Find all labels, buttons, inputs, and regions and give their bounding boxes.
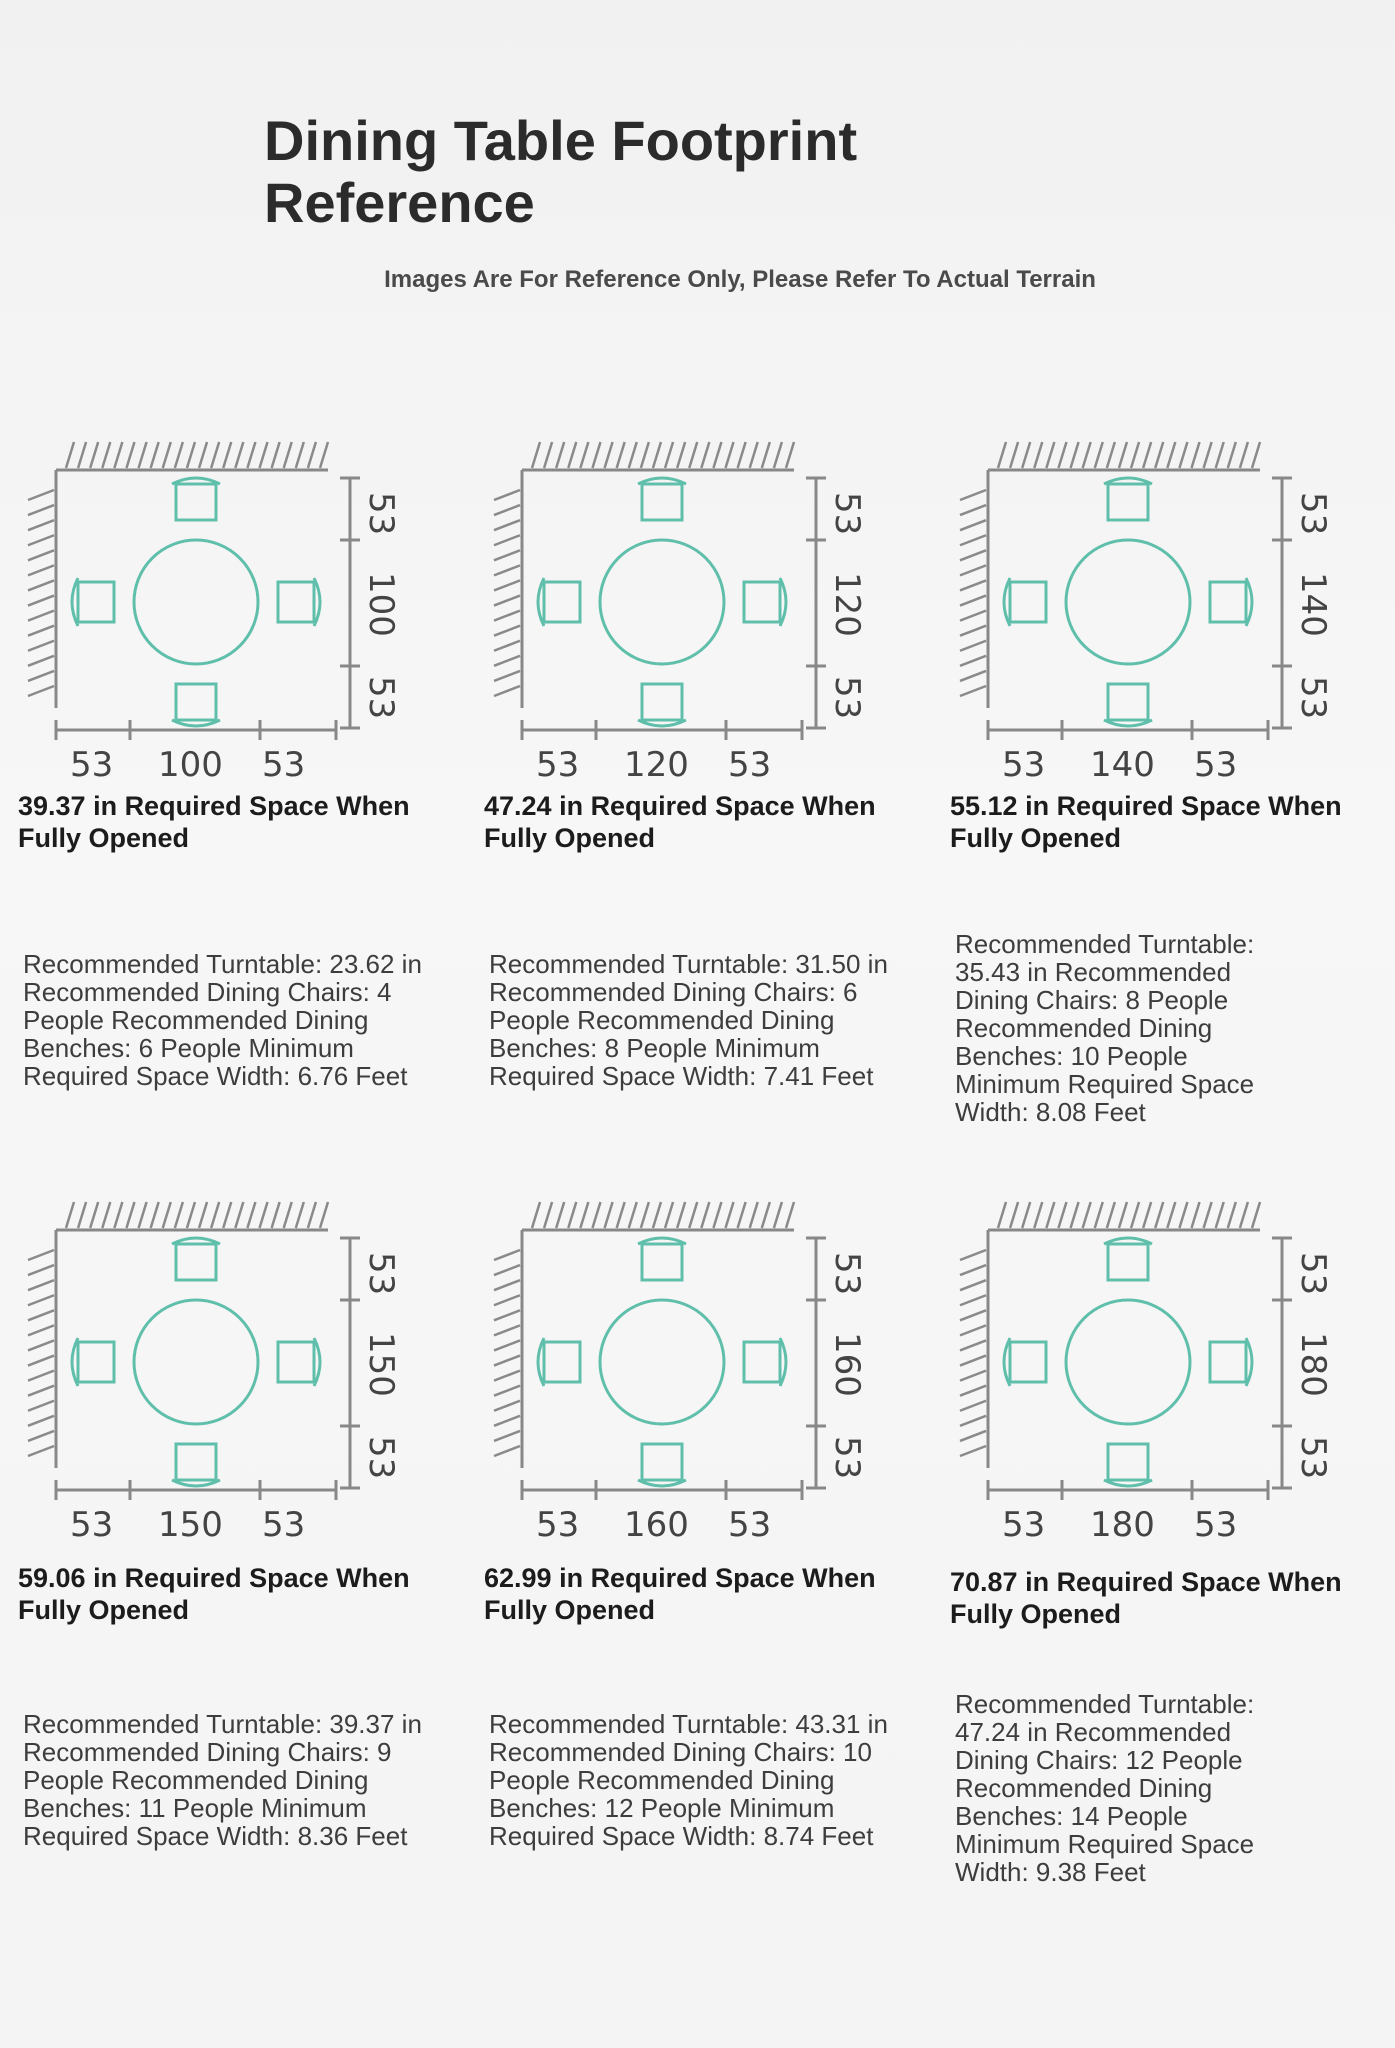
wall-left-icon: [28, 470, 56, 708]
round-table-icon: [600, 540, 724, 664]
chair-icon: [278, 1338, 320, 1386]
chair-icon: [172, 478, 220, 520]
horizontal-dimension: [522, 1480, 802, 1540]
vertical-dimension: [806, 1238, 867, 1488]
chair-icon: [72, 578, 114, 626]
dim-horizontal-middle: 180: [1090, 1505, 1155, 1540]
dim-vertical-middle: 100: [361, 572, 401, 637]
dim-vertical-top: 53: [827, 1252, 867, 1296]
chair-icon: [1004, 578, 1046, 626]
chair-icon: [744, 578, 786, 626]
dim-vertical-bottom: 53: [1293, 676, 1333, 720]
dim-vertical-bottom: 53: [361, 676, 401, 720]
wall-top-icon: [56, 442, 328, 470]
chair-icon: [1210, 1338, 1252, 1386]
chair-icon: [638, 1238, 686, 1280]
dim-horizontal-left: 53: [70, 1505, 114, 1540]
dim-vertical-top: 53: [361, 1252, 401, 1296]
round-table-icon: [1066, 1300, 1190, 1424]
dim-vertical-middle: 160: [827, 1332, 867, 1397]
dim-horizontal-right: 53: [728, 745, 772, 780]
wall-top-icon: [56, 1202, 328, 1230]
dim-horizontal-right: 53: [728, 1505, 772, 1540]
chair-icon: [1104, 1444, 1152, 1486]
dim-vertical-top: 53: [827, 492, 867, 536]
wall-top-icon: [988, 442, 1260, 470]
chair-icon: [278, 578, 320, 626]
required-space-caption: 59.06 in Required Space When Fully Opened: [18, 1563, 410, 1625]
recommendation-details: Recommended Turntable: 23.62 in Recommended Dining Chairs: 4 People Recommended Dining Benches: 6 People Minimum Required Space Width: 6.76 Feet: [23, 949, 422, 1091]
dim-vertical-middle: 140: [1293, 572, 1333, 637]
wall-top-icon: [522, 1202, 794, 1230]
horizontal-dimension: [522, 720, 802, 780]
wall-left-icon: [28, 1230, 56, 1468]
horizontal-dimension: [988, 720, 1268, 780]
chair-icon: [744, 1338, 786, 1386]
dim-vertical-top: 53: [1293, 492, 1333, 536]
chair-icon: [638, 478, 686, 520]
required-space-caption: 39.37 in Required Space When Fully Opened: [18, 791, 410, 853]
dim-vertical-bottom: 53: [827, 676, 867, 720]
dim-vertical-middle: 180: [1293, 1332, 1333, 1397]
dim-horizontal-right: 53: [1194, 745, 1238, 780]
vertical-dimension: [340, 1238, 401, 1488]
wall-left-icon: [960, 1230, 988, 1468]
dim-horizontal-right: 53: [262, 745, 306, 780]
recommendation-details: Recommended Turntable: 43.31 in Recommended Dining Chairs: 10 People Recommended Dining Benches: 12 People Minimum Required Space Width: 8.74 Feet: [489, 1709, 888, 1851]
chair-icon: [538, 578, 580, 626]
horizontal-dimension: [56, 720, 336, 780]
wall-left-icon: [494, 470, 522, 708]
chair-icon: [1104, 1238, 1152, 1280]
dim-vertical-middle: 150: [361, 1332, 401, 1397]
horizontal-dimension: [988, 1480, 1268, 1540]
recommendation-details: Recommended Turntable: 31.50 in Recommended Dining Chairs: 6 People Recommended Dining Benches: 8 People Minimum Required Space Width: 7.41 Feet: [489, 949, 888, 1091]
wall-left-icon: [960, 470, 988, 708]
chair-icon: [172, 684, 220, 726]
dim-vertical-bottom: 53: [827, 1436, 867, 1480]
dim-horizontal-right: 53: [1194, 1505, 1238, 1540]
dim-horizontal-middle: 140: [1090, 745, 1155, 780]
dim-horizontal-left: 53: [1002, 1505, 1046, 1540]
round-table-icon: [1066, 540, 1190, 664]
dim-horizontal-middle: 150: [158, 1505, 223, 1540]
chair-icon: [638, 684, 686, 726]
vertical-dimension: [1272, 1238, 1333, 1488]
dim-horizontal-left: 53: [536, 1505, 580, 1540]
vertical-dimension: [1272, 478, 1333, 728]
dim-vertical-top: 53: [1293, 1252, 1333, 1296]
round-table-icon: [134, 540, 258, 664]
table-footprint-diagram: [950, 1190, 1395, 1540]
table-footprint-diagram: [484, 430, 944, 780]
horizontal-dimension: [56, 1480, 336, 1540]
round-table-icon: [600, 1300, 724, 1424]
vertical-dimension: [340, 478, 401, 728]
chair-icon: [1210, 578, 1252, 626]
recommendation-details: Recommended Turntable: 47.24 in Recommended Dining Chairs: 12 People Recommended Dining Benches: 14 People Minimum Required Space Width: 9.38 Feet: [955, 1689, 1255, 1887]
vertical-dimension: [806, 478, 867, 728]
wall-top-icon: [988, 1202, 1260, 1230]
page-title: Dining Table Footprint Reference: [264, 109, 858, 234]
dim-horizontal-middle: 100: [158, 745, 223, 780]
table-footprint-diagram: [950, 430, 1395, 780]
chair-icon: [538, 1338, 580, 1386]
dim-horizontal-right: 53: [262, 1505, 306, 1540]
dim-vertical-bottom: 53: [1293, 1436, 1333, 1480]
table-footprint-diagram: [484, 1190, 944, 1540]
chair-icon: [1004, 1338, 1046, 1386]
required-space-caption: 62.99 in Required Space When Fully Opened: [484, 1563, 876, 1625]
dim-horizontal-left: 53: [1002, 745, 1046, 780]
dim-horizontal-middle: 120: [624, 745, 689, 780]
required-space-caption: 55.12 in Required Space When Fully Opened: [950, 791, 1342, 853]
table-footprint-diagram: [18, 1190, 478, 1540]
chair-icon: [172, 1444, 220, 1486]
wall-left-icon: [494, 1230, 522, 1468]
chair-icon: [638, 1444, 686, 1486]
dim-horizontal-left: 53: [70, 745, 114, 780]
page-subtitle: Images Are For Reference Only, Please Refer To Actual Terrain: [384, 266, 1096, 293]
required-space-caption: 47.24 in Required Space When Fully Opened: [484, 791, 876, 853]
dim-horizontal-left: 53: [536, 745, 580, 780]
dim-vertical-middle: 120: [827, 572, 867, 637]
dim-vertical-bottom: 53: [361, 1436, 401, 1480]
required-space-caption: 70.87 in Required Space When Fully Opened: [950, 1567, 1342, 1629]
table-footprint-diagram: [18, 430, 478, 780]
chair-icon: [1104, 478, 1152, 520]
dim-vertical-top: 53: [361, 492, 401, 536]
recommendation-details: Recommended Turntable: 35.43 in Recommended Dining Chairs: 8 People Recommended Dining Benches: 10 People Minimum Required Space Width: 8.08 Feet: [955, 929, 1255, 1127]
chair-icon: [1104, 684, 1152, 726]
dim-horizontal-middle: 160: [624, 1505, 689, 1540]
chair-icon: [72, 1338, 114, 1386]
chair-icon: [172, 1238, 220, 1280]
recommendation-details: Recommended Turntable: 39.37 in Recommended Dining Chairs: 9 People Recommended Dining Benches: 11 People Minimum Required Space Width: 8.36 Feet: [23, 1709, 422, 1851]
wall-top-icon: [522, 442, 794, 470]
round-table-icon: [134, 1300, 258, 1424]
